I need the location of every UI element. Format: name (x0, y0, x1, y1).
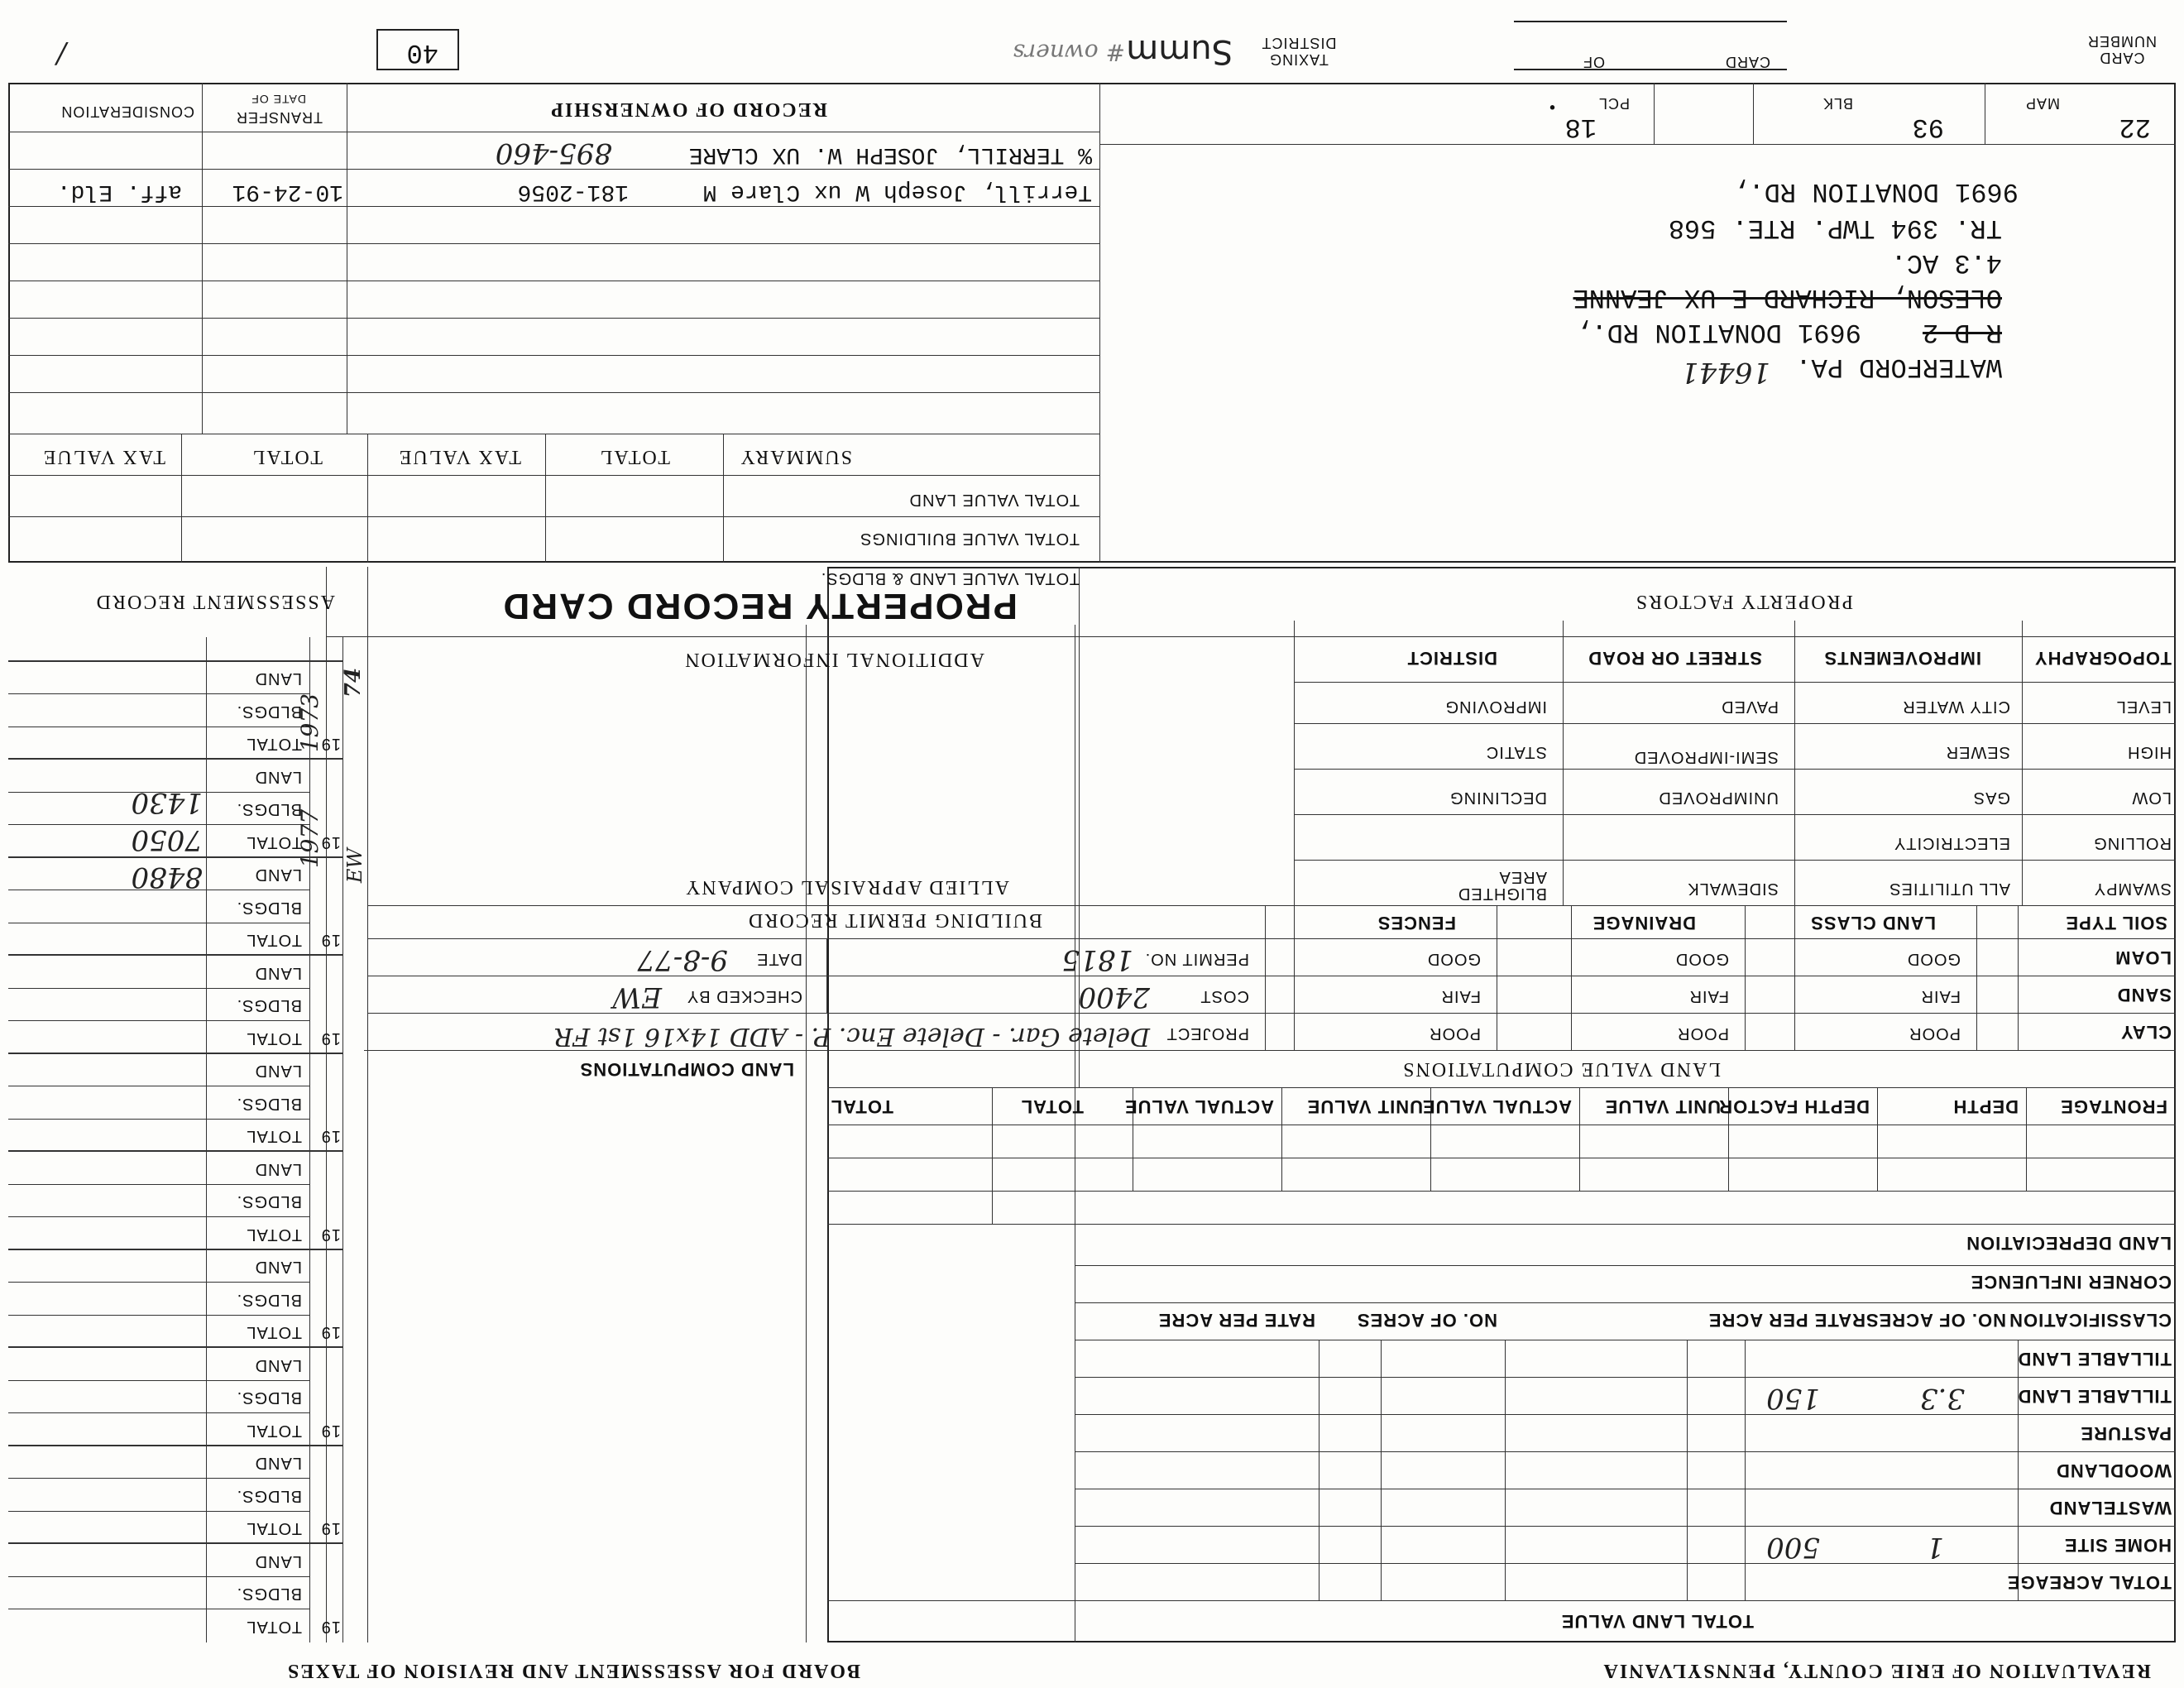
property-factors-title: PROPERTY FACTORS (1634, 591, 1853, 612)
property-line-6-zip: 16441 (1680, 356, 1770, 389)
assessment-label: LAND (254, 866, 302, 885)
assessment-row-line (8, 1184, 310, 1185)
soil-clay: CLAY (2120, 1022, 2172, 1043)
assessment-1973-year: 1973 (295, 693, 323, 753)
taxing-district-label: TAXING DISTRICT (1261, 35, 1337, 68)
assessment-row-line (8, 1086, 310, 1087)
assessment-block-line (8, 1249, 343, 1250)
header-left-title: REVALUATION OF ERIE COUNTY, PENNSYLVANIA (1602, 1660, 2151, 1681)
assessment-label: LAND (254, 669, 302, 688)
assessment-label: TOTAL (246, 735, 302, 754)
owner-row1-deed: 895-460 (495, 137, 612, 170)
district-improving: IMPROVING (1444, 698, 1547, 716)
street-semi-improved: SEMI-IMPROVED (1633, 748, 1779, 766)
topo-level: LEVEL (2115, 698, 2172, 716)
assessment-row-line (8, 1315, 310, 1316)
permit-no-value: 1815 (1061, 943, 1133, 976)
assessment-record-title: ASSESSMENT RECORD (94, 591, 335, 612)
card-number-label: CARD NUMBER (2087, 33, 2158, 66)
soil-loam: LOAM (2115, 947, 2172, 968)
class-header-acres-2: NO. OF ACRES (1356, 1310, 1497, 1331)
total-land-value-label: TOTAL LAND VALUE (1560, 1611, 1754, 1632)
summ-text: Summ (1126, 32, 1233, 70)
assessment-block-line (8, 856, 343, 858)
class-header-rate-2: RATE PER ACRE (1157, 1310, 1315, 1331)
assessment-row-line (8, 1119, 310, 1120)
cost-value: 2400 (1078, 981, 1150, 1014)
building-permit-title: BUILDING PERMIT RECORD (747, 909, 1042, 931)
assessment-note-ew: EW (342, 847, 366, 884)
assessment-label: TOTAL (246, 1127, 302, 1146)
class-header-classification: CLASSIFICATION (2009, 1310, 2172, 1331)
drainage-good: GOOD (1674, 950, 1729, 968)
assessment-block-line (8, 1053, 343, 1054)
property-record-card-title: PROPERTY RECORD CARD (501, 586, 1018, 626)
summary-total-1: TOTAL (598, 446, 670, 468)
total-header-1: TOTAL (1020, 1096, 1084, 1117)
assessment-label: BLDGS. (236, 996, 302, 1015)
checked-by-label: CHECKED BY (686, 987, 802, 1005)
improv-gas: GAS (1972, 789, 2010, 807)
land-class-fair: FAIR (1920, 987, 1961, 1005)
street-sidewalk: SIDEWALK (1687, 880, 1779, 898)
fences-header: FENCES (1377, 913, 1456, 933)
drainage-header: DRAINAGE (1592, 913, 1696, 933)
assessment-label: BLDGS. (236, 1585, 302, 1604)
footer-mark: / (56, 37, 66, 70)
transfer-label: TRANSFER (235, 109, 323, 126)
project-label: PROJECT (1166, 1024, 1249, 1043)
property-line-4: OLESON, RICHARD E UX JEANNE (1573, 282, 2002, 313)
assessment-block-line (8, 955, 343, 957)
frontage-header: FRONTAGE (2060, 1096, 2167, 1117)
assessment-year-prefix: 19 (320, 735, 341, 754)
class-tillable-land-2: TILLABLE LAND (2017, 1349, 2172, 1369)
row-corner-influence: CORNER INFLUENCE (1970, 1272, 2172, 1292)
soil-type-header: SOIL TYPE (2065, 913, 2167, 933)
pcl-label: PCL (1597, 95, 1630, 112)
assessment-row-line (8, 1609, 310, 1610)
assessment-label: LAND (254, 1454, 302, 1473)
topo-swampy: SWAMPY (2093, 880, 2172, 898)
checked-by-value: EW (612, 981, 662, 1014)
home-site-acres-value: 1 (1926, 1531, 1944, 1564)
assessment-label: LAND (254, 1062, 302, 1081)
fences-good: GOOD (1426, 950, 1481, 968)
assessment-year-prefix: 19 (320, 1029, 341, 1048)
permit-no-label: PERMIT NO. (1144, 950, 1249, 968)
district-header: DISTRICT (1406, 648, 1497, 669)
property-line-1: 9691 DONATION RD., (1732, 176, 2019, 207)
district-blighted-area: BLIGHTED AREA (1457, 868, 1547, 903)
assessment-block-line (8, 660, 343, 662)
assessment-1977-bldgs: 7050 (131, 823, 203, 856)
assessment-year-prefix: 19 (320, 1618, 341, 1636)
land-value-computations-title: LAND VALUE COMPUTATIONS (1401, 1058, 1721, 1080)
assessment-label: LAND (254, 964, 302, 982)
assessment-label: BLDGS. (236, 1291, 302, 1309)
assessment-label: TOTAL (246, 1225, 302, 1244)
owner-row1-name: % TERRILL, JOSEPH W. UX CLARE (688, 141, 1092, 167)
appraisal-company: ALLIED APPRAISAL COMPANY (684, 876, 1009, 898)
street-unimproved: UNIMPROVED (1658, 789, 1779, 807)
class-header-acres-1: NO. OF ACRES (1865, 1310, 2006, 1331)
total-header-2: TOTAL (830, 1096, 893, 1117)
actual-value-header-1: ACTUAL VALUE (1421, 1096, 1572, 1117)
improvements-header: IMPROVEMENTS (1823, 648, 1981, 669)
additional-info-title: ADDITIONAL INFORMATION (683, 649, 984, 670)
assessment-label: BLDGS. (236, 1095, 302, 1113)
property-line-2: TR. 394 TWP. RTE. 568 (1668, 213, 2002, 243)
depth-factor-header: DEPTH FACTOR (1718, 1096, 1870, 1117)
assessment-block-line (8, 1543, 343, 1545)
assessment-note-74: 74 (340, 667, 366, 698)
assessment-year-prefix: 19 (320, 1519, 341, 1538)
actual-value-header-2: ACTUAL VALUE (1123, 1096, 1274, 1117)
map-label: MAP (2024, 95, 2060, 112)
assessment-label: LAND (254, 1258, 302, 1277)
property-line-6: WATERFORD PA. (1795, 352, 2002, 382)
property-line-5-struck: R D 2 (1922, 317, 2002, 348)
improv-city-water: CITY WATER (1902, 698, 2010, 716)
assessment-label: BLDGS. (236, 1388, 302, 1407)
topo-low: LOW (2131, 789, 2172, 807)
project-value: Delete Gar. - Delete Enc. P. - ADD 14x16 1st FR (553, 1022, 1150, 1051)
assessment-1977-year: 1977 (295, 808, 323, 869)
class-pasture: PASTURE (2080, 1423, 2172, 1444)
assessment-row-line (8, 1413, 310, 1414)
district-static: STATIC (1485, 743, 1547, 761)
fences-poor: POOR (1429, 1024, 1481, 1043)
assessment-label: TOTAL (246, 931, 302, 950)
assessment-label: LAND (254, 1160, 302, 1178)
tillable-acres-value: 3.3 (1919, 1382, 1965, 1415)
assessment-label: TOTAL (246, 1519, 302, 1538)
topo-high: HIGH (2127, 743, 2172, 761)
card-label: CARD (1724, 54, 1770, 70)
assessment-label: LAND (254, 768, 302, 786)
owner-row2-name: Terrill, Joseph W ux Clare M (702, 179, 1092, 204)
owner-row2-date: 10-24-91 (232, 179, 343, 204)
summary-row-land-bldgs: TOTAL VALUE LAND & BLDGS. (820, 569, 1080, 587)
street-header: STREET OR ROAD (1588, 648, 1762, 669)
class-woodland: WOODLAND (2056, 1460, 2172, 1481)
summary-row-buildings: TOTAL VALUE BUILDINGS (860, 530, 1080, 548)
fences-fair: FAIR (1440, 987, 1481, 1005)
summary-row-land: TOTAL VALUE LAND (908, 491, 1080, 509)
owner-row2-consideration: aff. Eld. (56, 179, 182, 204)
land-class-header: LAND CLASS (1810, 913, 1936, 933)
row-land-depreciation: LAND DEPRECIATION (1966, 1233, 2172, 1254)
summary-total-2: TOTAL (251, 446, 323, 468)
class-wasteland: WASTELAND (2048, 1498, 2172, 1518)
class-tillable-land-1: TILLABLE LAND (2017, 1386, 2172, 1407)
street-paved: PAVED (1721, 698, 1779, 716)
assessment-label: TOTAL (246, 1323, 302, 1342)
property-line-3: 4.3 AC. (1890, 247, 2002, 278)
assessment-label: BLDGS. (236, 703, 302, 721)
assessment-label: TOTAL (246, 833, 302, 851)
map-value: 22 (2119, 112, 2151, 142)
assessment-label: TOTAL (246, 1618, 302, 1636)
tillable-rate-value: 150 (1766, 1382, 1820, 1415)
drainage-poor: POOR (1677, 1024, 1729, 1043)
assessment-row-line (8, 1217, 310, 1218)
assessment-block-line (8, 1151, 343, 1153)
depth-header: DEPTH (1952, 1096, 2019, 1117)
topography-header: TOPOGRAPHY (2033, 648, 2172, 669)
header-right-title: BOARD FOR ASSESSMENT AND REVISION OF TAXES (286, 1660, 860, 1681)
blk-label: BLK (1822, 95, 1853, 112)
drainage-fair: FAIR (1688, 987, 1729, 1005)
assessment-year-prefix: 19 (320, 1127, 341, 1146)
summary-tax-value-1: TAX VALUE (397, 446, 521, 468)
assessment-label: LAND (254, 1356, 302, 1374)
assessment-label: BLDGS. (236, 1192, 302, 1211)
date-value: 9-8-77 (637, 943, 728, 976)
assessment-row-line (8, 1021, 310, 1022)
consideration-label: CONSIDERATION (60, 103, 194, 120)
assessment-block-line (8, 1445, 343, 1446)
assessment-label: BLDGS. (236, 899, 302, 917)
assessment-row-line (8, 1576, 310, 1577)
unit-value-header-1: UNIT VALUE (1604, 1096, 1721, 1117)
topo-rolling: ROLLING (2093, 834, 2172, 852)
home-site-rate-value: 500 (1766, 1531, 1820, 1564)
soil-sand: SAND (2116, 985, 2172, 1005)
assessment-block-line (8, 759, 343, 760)
property-line-5: 9691 DONATION RD., (1575, 317, 1861, 348)
summary-tax-value-2: TAX VALUE (41, 446, 165, 468)
assessment-year-prefix: 19 (320, 1422, 341, 1440)
assessment-label: TOTAL (246, 1029, 302, 1048)
assessment-label: LAND (254, 1552, 302, 1571)
owner-row2-deed: 181-2056 (517, 179, 629, 204)
unit-value-header-2: UNIT VALUE (1306, 1096, 1423, 1117)
summary-title: SUMMARY (739, 446, 852, 468)
transfer-label-top: DATE OF (251, 93, 306, 106)
class-header-rate-1: RATE PER ACRE (1707, 1310, 1866, 1331)
assessment-row-line (8, 1511, 310, 1512)
assessment-year-prefix: 19 (320, 931, 341, 950)
assessment-row-line (8, 694, 310, 695)
assessment-label: BLDGS. (236, 1487, 302, 1505)
assessment-year-prefix: 19 (320, 1323, 341, 1342)
assessment-1977-total: 8480 (131, 861, 203, 894)
blk-value: 93 (1912, 112, 1944, 142)
owners-text: # owners (1013, 39, 1125, 66)
class-home-site: HOME SITE (2063, 1535, 2172, 1556)
land-computations-title: LAND COMPUTATIONS (579, 1059, 794, 1080)
assessment-year-prefix: 19 (320, 833, 341, 851)
land-class-good: GOOD (1906, 950, 1961, 968)
cost-label: COST (1200, 987, 1249, 1005)
date-label: DATE (756, 950, 802, 968)
improv-all-utilities: ALL UTILITIES (1889, 880, 2010, 898)
assessment-label: BLDGS. (236, 800, 302, 819)
class-total-acreage: TOTAL ACREAGE (2006, 1572, 2172, 1593)
pcl-value: 18 (1564, 112, 1597, 142)
district-code: 40 (406, 37, 438, 68)
assessment-label: TOTAL (246, 1422, 302, 1440)
assessment-row-line (8, 1380, 310, 1381)
improv-sewer: SEWER (1945, 743, 2010, 761)
land-class-poor: POOR (1909, 1024, 1961, 1043)
assessment-block-line (8, 1347, 343, 1349)
improv-electricity: ELECTRICITY (1893, 834, 2010, 852)
pcl-dot: • (1549, 98, 1555, 116)
district-declining: DECLINING (1449, 789, 1547, 807)
assessment-1977-land: 1430 (131, 786, 203, 819)
assessment-year-prefix: 19 (320, 1225, 341, 1244)
ownership-title: RECORD OF OWNERSHIP (549, 98, 827, 120)
of-label: OF (1583, 54, 1605, 70)
assessment-row-line (8, 988, 310, 989)
